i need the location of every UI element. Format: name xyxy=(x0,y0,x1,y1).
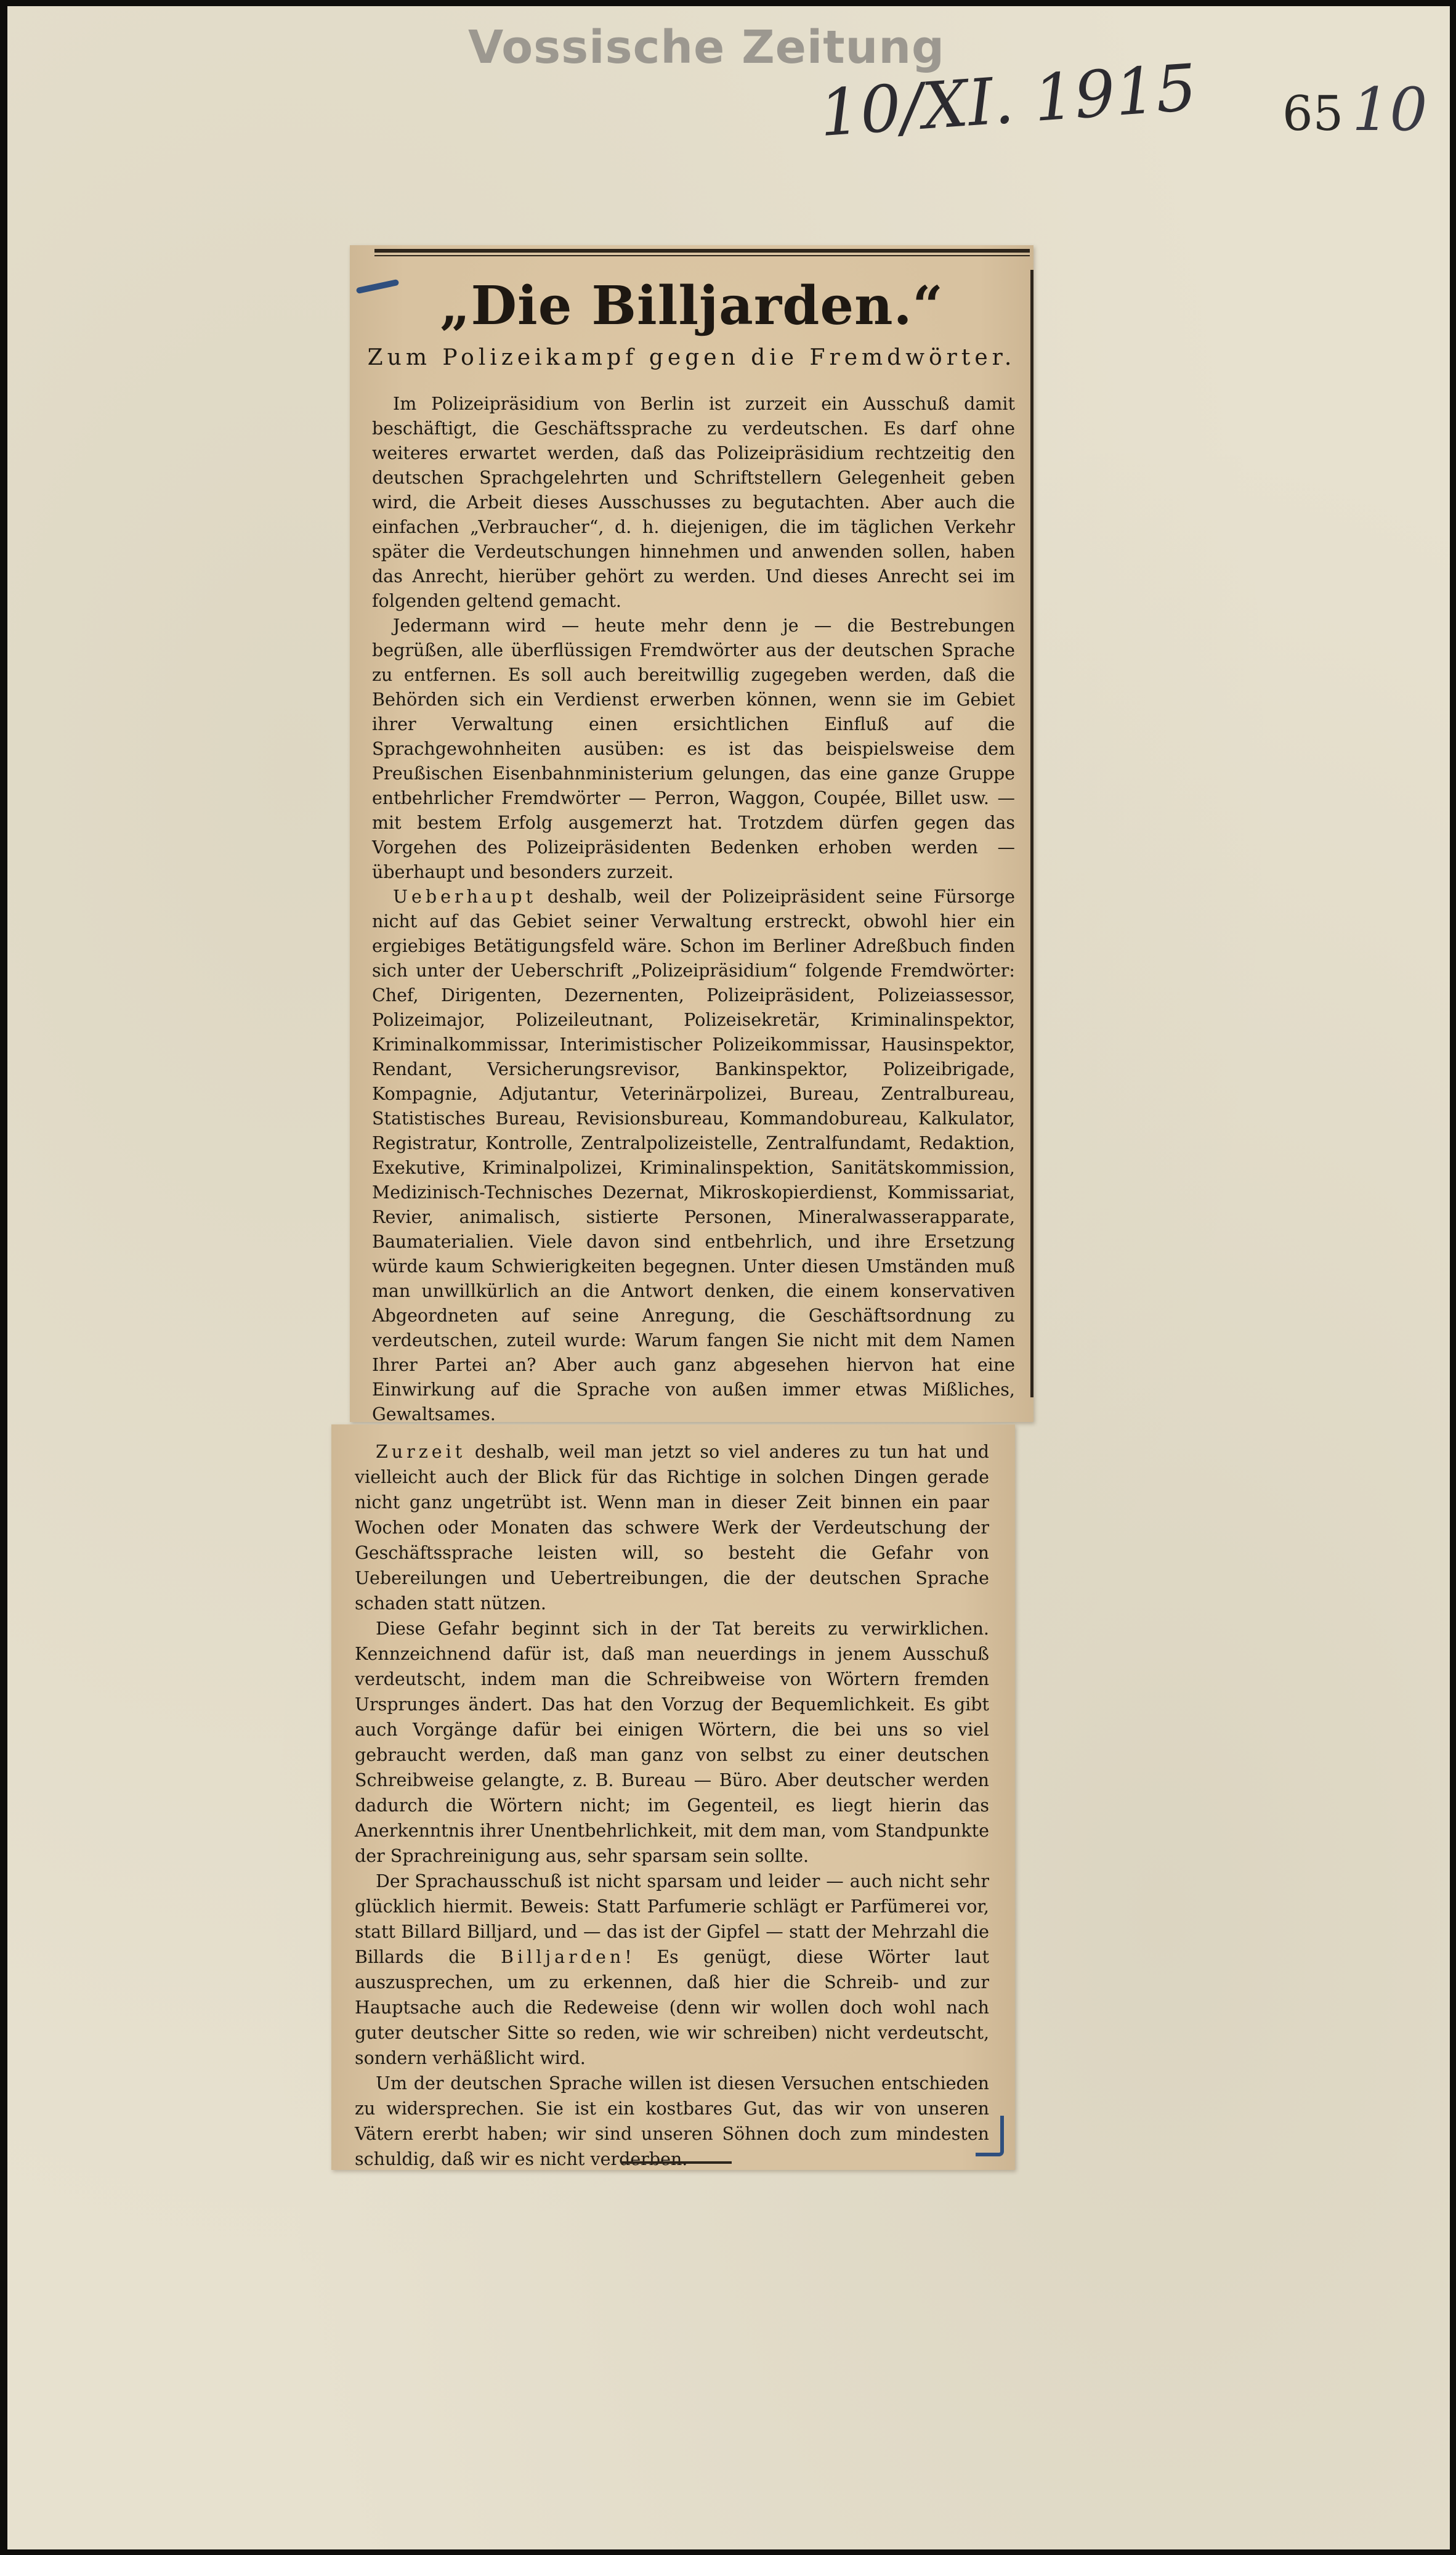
newspaper-stamp: Vossische Zeitung xyxy=(468,21,945,74)
paragraph-6-text-b: ! Es genügt, diese Wörter laut auszusprechen, um zu erkennen, daß hier die Schreib- und zur Hauptsache auch die Redeweise (denn wir wollen doch wohl nach guter deutscher Sitte so reden, wie wir schreiben) nicht verdeutscht, sondern verhäßlicht wird. xyxy=(355,1947,989,2068)
article-body-part1 xyxy=(372,392,1015,1427)
paragraph-3 xyxy=(372,885,1015,1427)
paragraph-6 xyxy=(355,1869,989,2071)
handwritten-date: 10/XI. 1915 xyxy=(817,49,1199,152)
top-rule xyxy=(374,249,1030,253)
article-headline: „Die Billjarden.“ xyxy=(439,275,944,337)
right-rule xyxy=(1030,270,1033,1397)
paragraph-7: Um der deutschen Sprache willen ist diesen Versuchen entschieden zu widersprechen. Sie ist ein kostbares Gut, das wir von unseren Vätern ererbt haben; wir sind unseren Söhnen doch zum mindesten schuldig, daß wir es nicht verderben. xyxy=(355,2073,989,2169)
newspaper-clipping-top xyxy=(350,245,1033,1422)
article-body-part2 xyxy=(355,1439,989,2172)
spaced-word-billjarden: Billjarden xyxy=(501,1947,625,1967)
paragraph-1: Im Polizeipräsidium von Berlin ist zurzeit ein Ausschuß damit beschäftigt, die Geschäftssprache zu verdeutschen. Es darf ohne weiteres erwartet werden, daß das Polizeipräsidium rechtzeitig den deutschen Sprachgelehrten und Schriftstellern Gelegenheit geben wird, die Arbeit dieses Ausschusses zu begutachten. Aber auch die einfachen „Verbraucher“, d. h. diejenigen, die im täglichen Verkehr später die Verdeutschungen hinnehmen und anwenden sollen, haben das Anrecht, hierüber gehört zu werden. Und dieses Anrecht sei im folgenden geltend gemacht. xyxy=(372,394,1015,611)
bottom-rule xyxy=(621,2161,732,2164)
page-number-printed: 65 xyxy=(1282,86,1344,142)
paragraph-5: Diese Gefahr beginnt sich in der Tat bereits zu verwirklichen. Kennzeichnend dafür ist, daß man neuerdings in jenem Ausschuß verdeutscht, indem man die Schreibweise von Wörtern fremden Ursprunges ändert. Das hat den Vorzug der Bequemlichkeit. Es gibt auch Vorgänge dafür bei einigen Wörtern, die bei uns so viel gebraucht werden, daß man ganz von selbst zu einer deutschen Schreibweise gelangte, z. B. Bureau — Büro. Aber deutscher werden dadurch die Wörtern nicht; im Gegenteil, es liegt hierin das Anerkenntnis ihrer Unentbehrlichkeit, mit dem man, vom Standpunkte der Sprachreinigung aus, sehr sparsam sein sollte. xyxy=(355,1619,989,1866)
blue-pen-bracket xyxy=(976,2116,1004,2156)
paragraph-6-text-a: Der Sprachausschuß ist nicht sparsam und leider — auch nicht sehr glücklich hiermit. Beweis: Statt Parfumerie schlägt er Parfümerei vor, statt Billard Billjard, und — das ist der Gipfel — statt der Mehrzahl die Billards die xyxy=(355,1871,989,1967)
article-subheadline: Zum Polizeikampf gegen die Fremdwörter. xyxy=(367,345,1016,370)
page-number xyxy=(1282,75,1427,144)
paragraph-4-text: deshalb, weil man jetzt so viel anderes zu tun hat und vielleicht auch der Blick für das Richtige in solchen Dingen gerade nicht ganz ungetrübt ist. Wenn man in dieser Zeit binnen ein paar Wochen oder Monaten das schwere Werk der Verdeutschung der Geschäftssprache leisten will, so besteht die Gefahr von Uebereilungen und Uebertreibungen, die der deutschen Sprache schaden statt nützen. xyxy=(355,1442,989,1614)
top-rule-thin xyxy=(374,255,1030,256)
paragraph-4 xyxy=(355,1439,989,1616)
paragraph-2: Jedermann wird — heute mehr denn je — die Bestrebungen begrüßen, alle überflüssigen Fremdwörter aus der deutschen Sprache zu entfernen. Es soll auch bereitwillig zugegeben werden, daß die Behörden sich ein Verdienst erwerben können, wenn sie im Gebiet ihrer Verwaltung einen ersichtlichen Einfluß auf die Sprachgewohnheiten ausüben: es ist das beispielsweise dem Preußischen Eisenbahnministerium gelungen, das eine ganze Gruppe entbehrlicher Fremdwörter — Perron, Waggon, Coupée, Billet usw. — mit bestem Erfolg ausgemerzt hat. Trotzdem dürfen gegen das Vorgehen des Polizeipräsidenten Bedenken erhoben werden — überhaupt und besonders zurzeit. xyxy=(372,615,1015,882)
spaced-word-ueberhaupt: Ueberhaupt xyxy=(393,887,537,907)
spaced-word-zurzeit: Zurzeit xyxy=(376,1442,466,1462)
newspaper-clipping-bottom xyxy=(331,1424,1015,2170)
paragraph-3-text: deshalb, weil der Polizeipräsident seine Fürsorge nicht auf das Gebiet seiner Verwaltung erstreckt, obwohl hier ein ergiebiges Betätigungsfeld wäre. Schon im Berliner Adreßbuch finden sich unter der Ueberschrift „Polizeipräsidium“ folgende Fremdwörter: Chef, Dirigenten, Dezernenten, Polizeipräsident, Polizeiassessor, Polizeimajor, Polizeileutnant, Polizeisekretär, Kriminalinspektor, Kriminalkommissar, Interimistischer Polizeikommissar, Hausinspektor, Rendant, Versicherungsrevisor, Bankinspektor, Polizeibrigade, Kompagnie, Adjutantur, Veterinärpolizei, Bureau, Zentralbureau, Statistisches Bureau, Revisionsbureau, Kommandobureau, Kalkulator, Registratur, Kontrolle, Zentralpolizeistelle, Zentralfundamt, Redaktion, Exekutive, Kriminalpolizei, Kriminalinspektion, Sanitätskommission, Medizinisch-Technisches Dezernat, Mikroskopierdienst, Kommissariat, Revier, animalisch, sistierte Personen, Mineralwasserapparate, Baumaterialien. Viele davon sind entbehrlich, und ihre Ersetzung würde kaum Schwierigkeiten begegnen. Unter diesen Umständen muß man unwillkürlich an die Antwort denken, die einem konservativen Abgeordneten auf seine Anregung, die Geschäftsordnung zu verdeutschen, zuteil wurde: Warum fangen Sie nicht mit dem Namen Ihrer Partei an? Aber auch ganz abgesehen hiervon hat eine Einwirkung auf die Sprache von außen immer etwas Mißliches, Gewaltsames. xyxy=(372,887,1016,1424)
page-number-pen: 10 xyxy=(1352,75,1428,144)
